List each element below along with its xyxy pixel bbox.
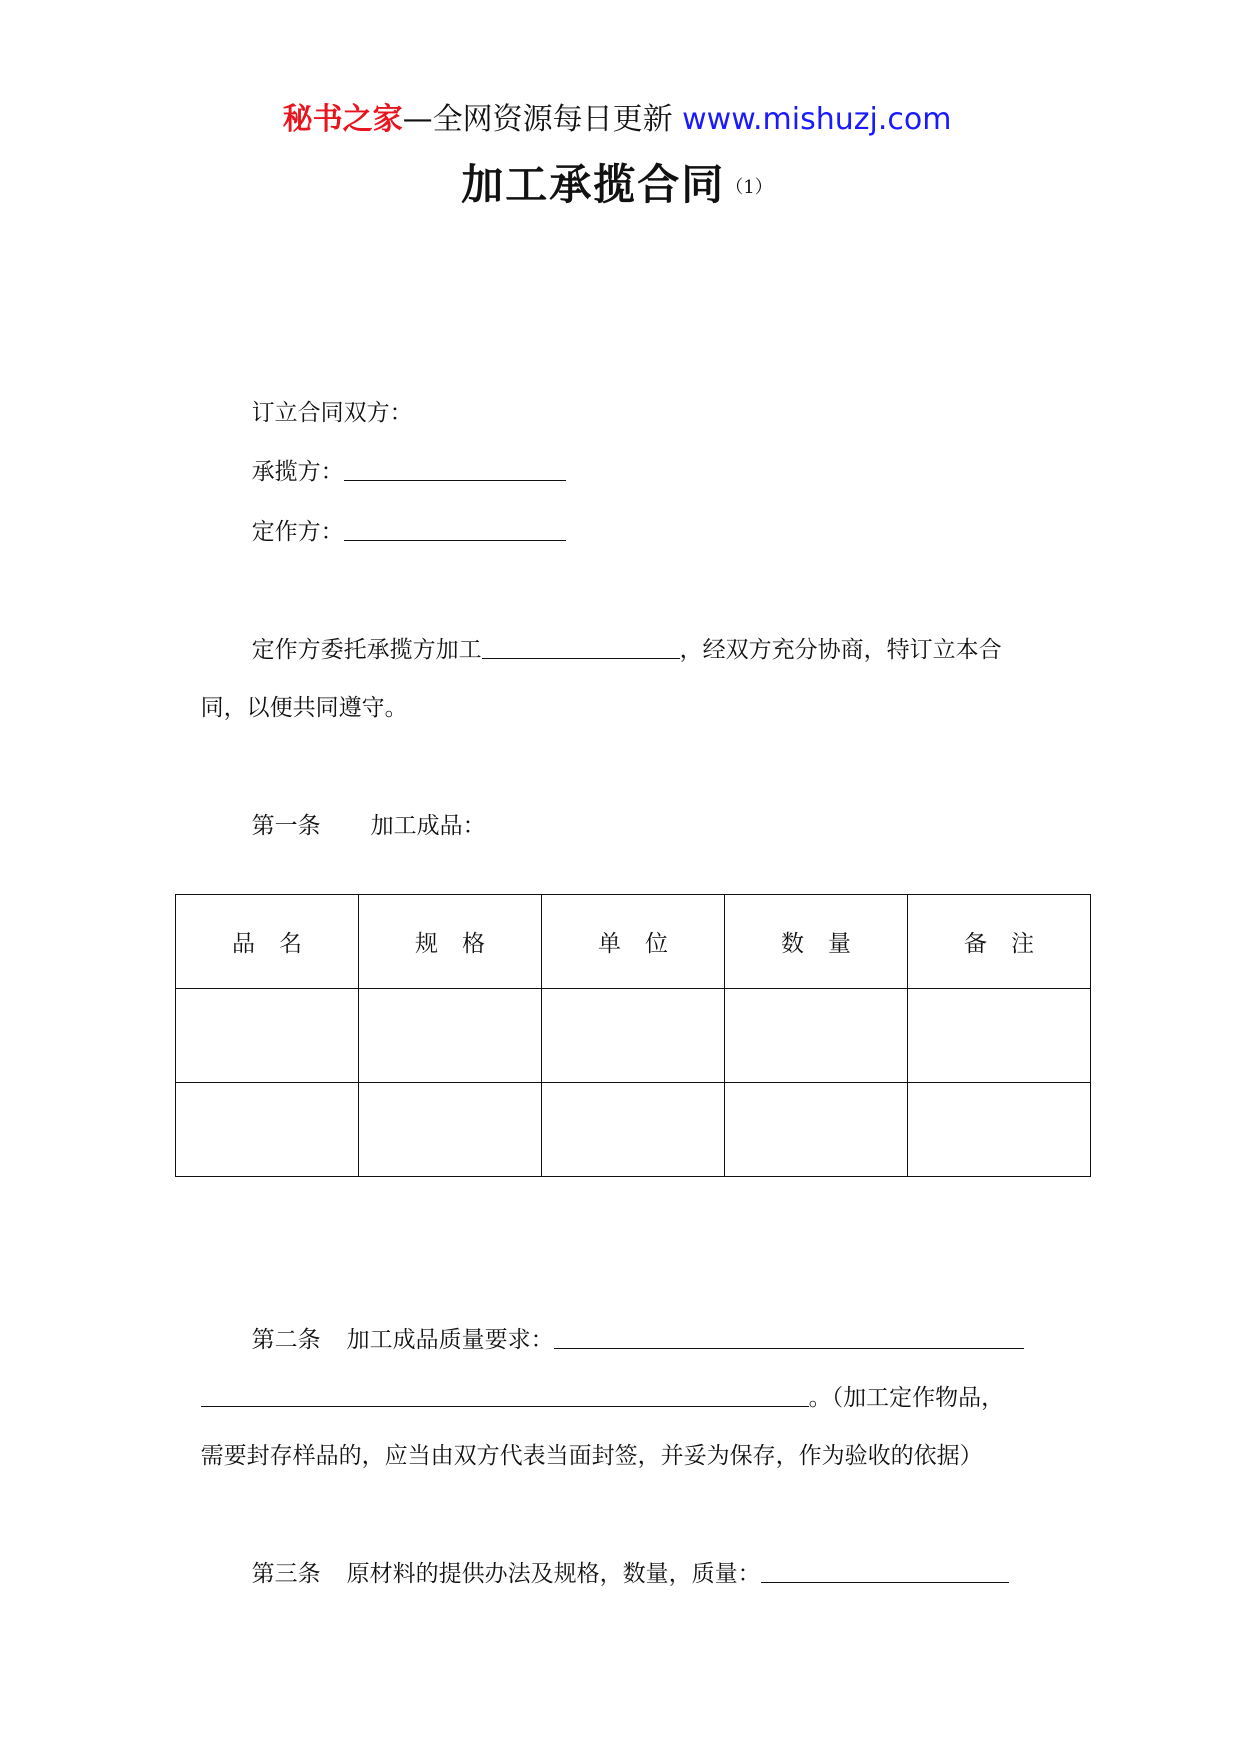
contractor-label: 承揽方： — [251, 459, 344, 485]
table-header-row — [176, 895, 1091, 989]
header-cell-text: 备注 — [964, 931, 1058, 957]
contractor-blank[interactable] — [344, 458, 566, 481]
header-cell-text: 品名 — [232, 931, 326, 957]
table-cell[interactable] — [359, 989, 542, 1083]
table-cell[interactable] — [359, 1083, 542, 1177]
article-1-text: 加工成品： — [370, 813, 486, 839]
header-spec — [359, 895, 542, 989]
material-blank[interactable] — [761, 1560, 1009, 1583]
preamble-text-2: ，经双方充分协商，特订立本合 — [679, 637, 1002, 663]
header-remarks — [908, 895, 1091, 989]
header-quantity — [725, 895, 908, 989]
brand-name: 秘书之家 — [282, 102, 403, 137]
header-cell-text: 单位 — [598, 931, 692, 957]
parties-intro-text: 订立合同双方： — [251, 400, 413, 426]
table-cell[interactable] — [725, 1083, 908, 1177]
orderer-blank[interactable] — [344, 518, 566, 541]
orderer-label: 定作方： — [251, 519, 344, 545]
table-cell[interactable] — [176, 1083, 359, 1177]
header-cell-text: 数量 — [781, 931, 875, 957]
preamble-text-1: 定作方委托承揽方加工 — [251, 637, 482, 663]
article-1 — [0, 778, 1234, 842]
table-row — [176, 1083, 1091, 1177]
article-2-note — [0, 1408, 1234, 1472]
header-product-name — [176, 895, 359, 989]
table-cell[interactable] — [542, 989, 725, 1083]
header-cell-text: 规格 — [415, 931, 509, 957]
article-2-cont — [0, 1350, 1234, 1414]
website-link[interactable]: www.mishuzj.com — [682, 102, 952, 137]
table-cell[interactable] — [908, 1083, 1091, 1177]
article-3-text: 原材料的提供办法及规格，数量，质量： — [346, 1561, 761, 1587]
table-row — [176, 989, 1091, 1083]
title-sub: （1） — [725, 177, 773, 198]
parties-intro — [0, 365, 1234, 429]
preamble-text-3: 同，以便共同遵守。 — [200, 695, 408, 721]
article-2-text: 加工成品质量要求： — [346, 1327, 554, 1353]
article-3 — [0, 1526, 1234, 1590]
table-cell[interactable] — [908, 989, 1091, 1083]
article-1-number: 第一条 — [251, 813, 321, 839]
header-slogan: —全网资源每日更新 — [402, 102, 673, 137]
article-2-number: 第二条 — [251, 1327, 321, 1353]
contractor-line — [0, 424, 1234, 488]
table-cell[interactable] — [176, 989, 359, 1083]
table-cell[interactable] — [725, 989, 908, 1083]
document-title — [0, 152, 1234, 212]
preamble-line-2 — [0, 660, 1234, 724]
preamble-line-1 — [0, 602, 1234, 666]
site-header — [0, 100, 1234, 140]
table-cell[interactable] — [542, 1083, 725, 1177]
title-main: 加工承揽合同 — [461, 160, 726, 209]
orderer-line — [0, 484, 1234, 548]
article-2-cont-text: 。（加工定作物品， — [808, 1385, 1005, 1411]
product-blank[interactable] — [482, 636, 680, 659]
article-3-number: 第三条 — [251, 1561, 321, 1587]
article-2-note-text: 需要封存样品的，应当由双方代表当面封签，并妥为保存，作为验收的依据） — [200, 1443, 983, 1469]
quality-blank-2[interactable] — [201, 1384, 809, 1407]
article-2 — [0, 1292, 1234, 1356]
goods-table — [175, 894, 1091, 1177]
header-unit — [542, 895, 725, 989]
quality-blank-1[interactable] — [554, 1326, 1024, 1349]
